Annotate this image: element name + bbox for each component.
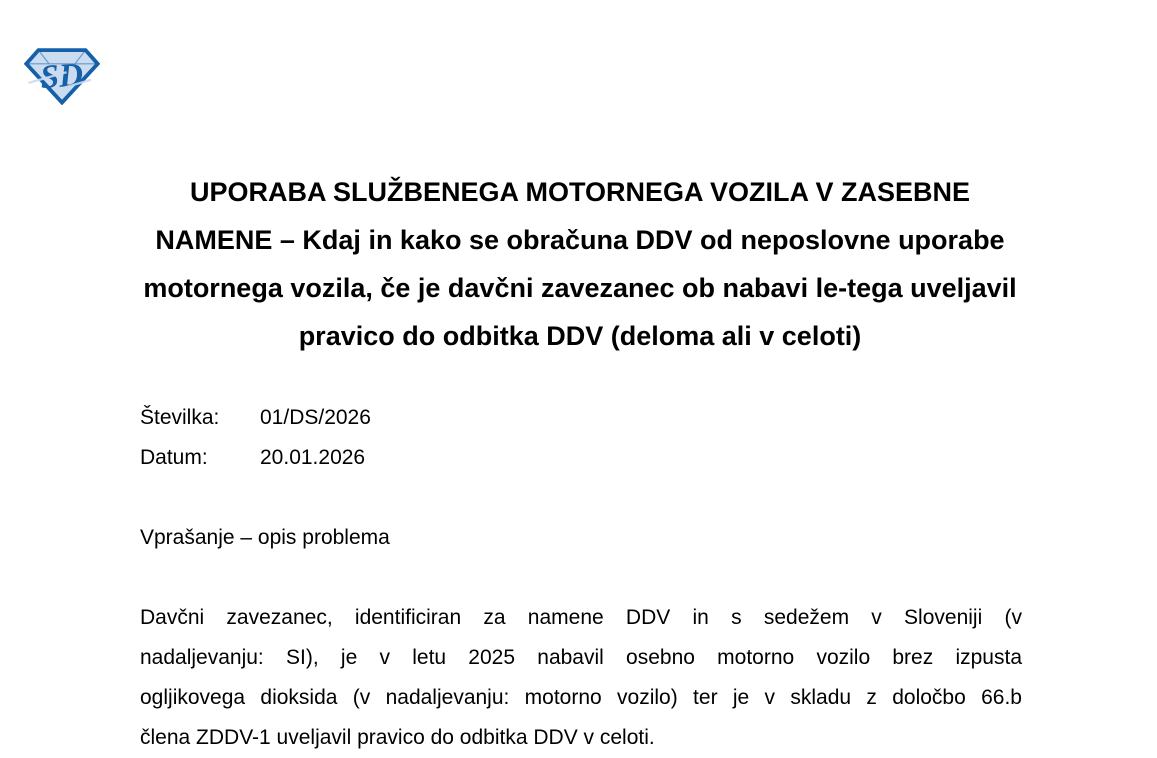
sd-diamond-logo-icon: [24, 47, 100, 105]
question-section-heading: Vprašanje – opis problema: [140, 526, 390, 549]
paragraph-line: člena ZDDV-1 uveljavil pravico do odbitka DDV v celoti.: [140, 726, 655, 749]
paragraph-line: ogljikovega dioksida (v nadaljevanju: motorno vozilo) ter je v skladu z določbo 66.b: [140, 686, 1022, 709]
document-title-line: UPORABA SLUŽBENEGA MOTORNEGA VOZILA V ZASEBNE: [189, 177, 971, 207]
paragraph-line: nadaljevanju: SI), je v letu 2025 nabavil osebno motorno vozilo brez izpusta: [140, 646, 1022, 669]
document-title-line: NAMENE – Kdaj in kako se obračuna DDV od neposlovne uporabe: [155, 225, 1005, 255]
logo-letters: SD: [39, 56, 85, 97]
number-label: Številka:: [140, 406, 220, 429]
meta-row-date: [140, 438, 371, 478]
meta-row-number: [140, 398, 371, 438]
document-title: [140, 168, 1020, 360]
body-paragraph: [140, 598, 1022, 758]
paragraph-line: Davčni zavezanec, identificiran za namene DDV in s sedežem v Sloveniji (v: [140, 606, 1022, 629]
document-meta: [140, 398, 371, 478]
number-value: 01/DS/2026: [260, 406, 371, 429]
document-title-line: motornega vozila, če je davčni zavezanec ob nabavi le-tega uveljavil: [143, 273, 1017, 303]
date-value: 20.01.2026: [260, 446, 366, 469]
document-title-line: pravico do odbitka DDV (deloma ali v celoti): [298, 321, 862, 351]
date-label: Datum:: [140, 446, 208, 469]
